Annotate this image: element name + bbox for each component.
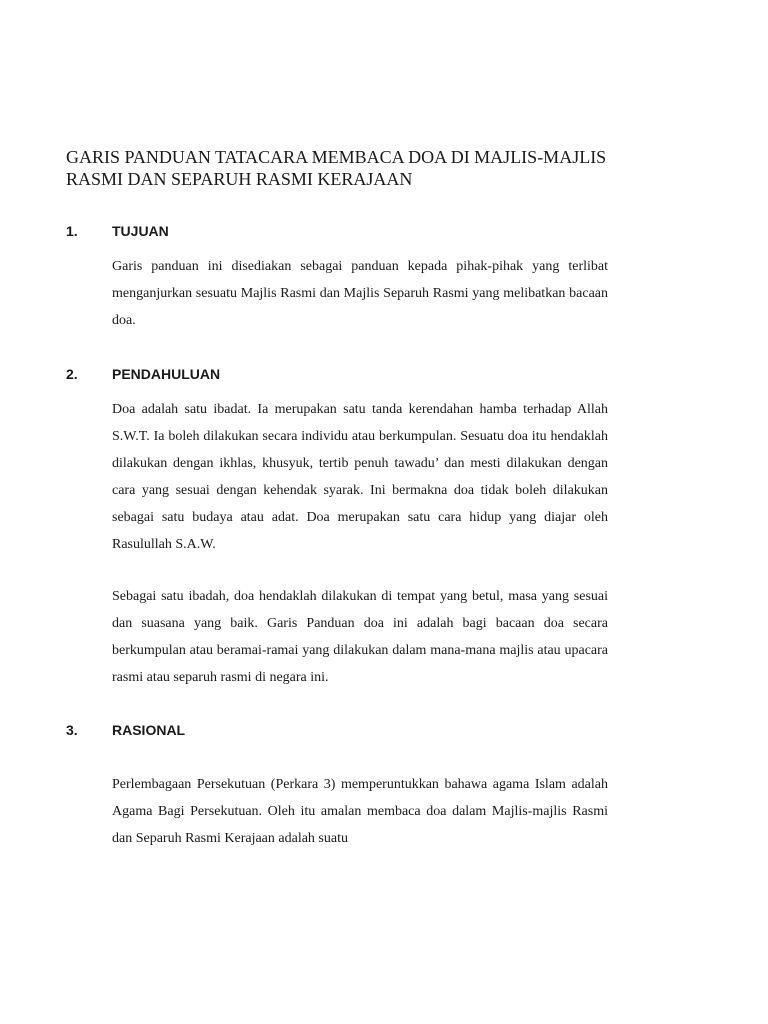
section-3-number: 3.	[66, 722, 78, 738]
section-1-number: 1.	[66, 223, 78, 239]
section-2-heading	[66, 366, 220, 382]
section-2-number: 2.	[66, 366, 78, 382]
section-3-title: RASIONAL	[112, 722, 186, 738]
document-title-line-1: GARIS PANDUAN TATACARA MEMBACA DOA DI MAJLIS-MAJLIS	[66, 147, 607, 167]
section-2-paragraph-2: Sebagai satu ibadah, doa hendaklah dilakukan di tempat yang betul, masa yang sesuai dan suasana yang baik. Garis Panduan doa ini adalah bagi bacaan doa secara berkumpulan atau beramai-ramai yang dilakukan dalam mana-mana majlis atau upacara rasmi atau separuh rasmi di negara ini.	[112, 589, 608, 685]
section-2-title: PENDAHULUAN	[112, 366, 221, 382]
section-1-heading	[66, 223, 169, 239]
section-3-heading	[66, 722, 185, 738]
section-2-paragraph-1: Doa adalah satu ibadat. Ia merupakan satu tanda kerendahan hamba terhadap Allah S.W.T. Ia boleh dilakukan secara individu atau berkumpulan. Sesuatu doa itu hendaklah dilakukan dengan ikhlas, khusyuk, tertib penuh tawadu’ dan mesti dilakukan dengan cara yang sesuai dengan kehendak syarak. Ini bermakna doa tidak boleh dilakukan sebagai satu budaya atau adat. Doa merupakan satu cara hidup yang diajar oleh Rasulullah S.A.W.	[112, 402, 608, 552]
section-1-paragraph-1: Garis panduan ini disediakan sebagai panduan kepada pihak-pihak yang terlibat menganjurkan sesuatu Majlis Rasmi dan Majlis Separuh Rasmi yang melibatkan bacaan doa.	[112, 259, 608, 328]
section-1-title: TUJUAN	[112, 223, 169, 239]
document-title	[66, 146, 626, 190]
section-3-paragraph-1: Perlembagaan Persekutuan (Perkara 3) memperuntukkan bahawa agama Islam adalah Agama Bagi Persekutuan. Oleh itu amalan membaca doa dalam Majlis-majlis Rasmi dan Separuh Rasmi Kerajaan adalah suatu	[112, 777, 608, 846]
document-title-line-2: RASMI DAN SEPARUH RASMI KERAJAAN	[66, 169, 413, 189]
